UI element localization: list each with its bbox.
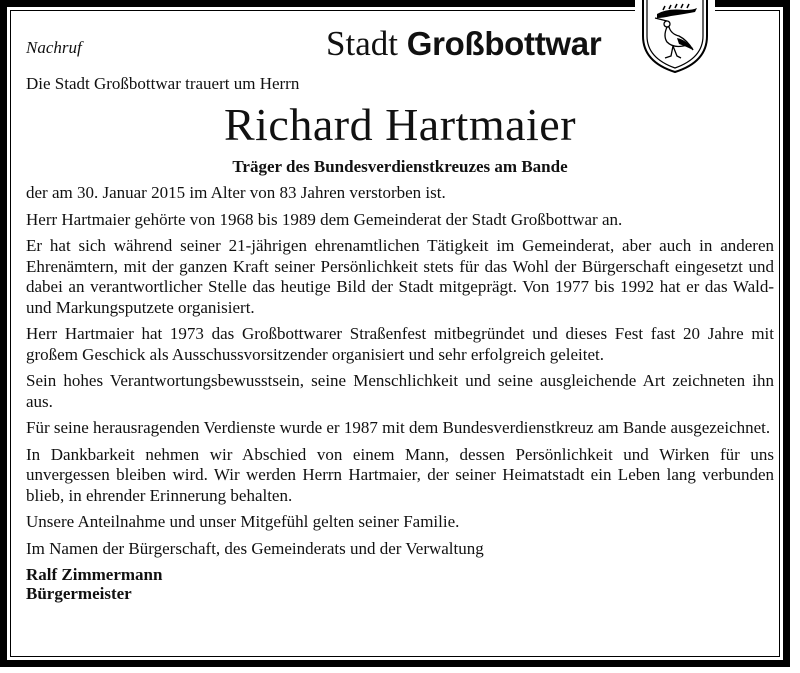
signatory-name: Ralf Zimmermann <box>26 565 163 584</box>
obituary-body <box>26 183 774 603</box>
city-heading <box>326 24 601 64</box>
paragraph-on-behalf: Im Namen der Bürgerschaft, des Gemeinderats und der Verwaltung <box>26 538 484 558</box>
paragraph-honorary-work: Er hat sich während seiner 21-jährigen ehrenamtlichen Tätigkeit im Gemeinderat, aber auch in anderen Ehrenämtern, mit der ganzen Kraft seiner Persönlichkeit stets für das Wohl der Bürgerschaft eingesetzt und dabei an verantwortlicher Stelle das heutige Bild der Stadt mitgeprägt. Von 1977 bis 1992 hat er das Wald- und Markungsputzete organisiert. <box>26 236 774 317</box>
paragraph-farewell: In Dankbarkeit nehmen wir Abschied von einem Mann, dessen Persönlichkeit und Wirken für uns unvergessen bleiben wird. Wir werden Herrn Hartmaier, der seiner Heimatstadt ein Leben lang verbunden blieb, in ehrender Erinnerung behalten. <box>26 444 774 505</box>
signatory-title: Bürgermeister <box>26 584 132 603</box>
notice-type-label: Nachruf <box>26 38 82 57</box>
signature-block <box>26 565 774 603</box>
paragraph-award: Für seine herausragenden Verdienste wurde er 1987 mit dem Bundesverdienstkreuz am Bande ausgezeichnet. <box>26 418 771 437</box>
paragraph-character: Sein hohes Verantwortungsbewusstsein, seine Menschlichkeit und seine ausgleichende Art zeichneten ihn aus. <box>26 371 774 411</box>
city-prefix: Stadt <box>326 24 398 63</box>
paragraph-street-festival: Herr Hartmaier hat 1973 das Großbottwarer Straßenfest mitbegründet und dieses Fest fast 20 Jahre mit großem Geschick als Ausschussvorsitzender organisiert und sehr erfolgreich geleitet. <box>26 324 774 364</box>
paragraph-council: Herr Hartmaier gehörte von 1968 bis 1989 dem Gemeinderat der Stadt Großbottwar an. <box>26 209 623 229</box>
paragraph-condolences: Unsere Anteilnahme und unser Mitgefühl gelten seiner Familie. <box>26 512 460 531</box>
city-name: Großbottwar <box>406 25 602 62</box>
honor-subtitle: Träger des Bundesverdienstkreuzes am Bande <box>232 157 568 176</box>
deceased-name: Richard Hartmaier <box>223 99 577 150</box>
coat-of-arms-stork-icon <box>637 0 713 74</box>
paragraph-death-date: der am 30. Januar 2015 im Alter von 83 Jahren verstorben ist. <box>26 183 446 202</box>
intro-text: Die Stadt Großbottwar trauert um Herrn <box>26 74 300 93</box>
